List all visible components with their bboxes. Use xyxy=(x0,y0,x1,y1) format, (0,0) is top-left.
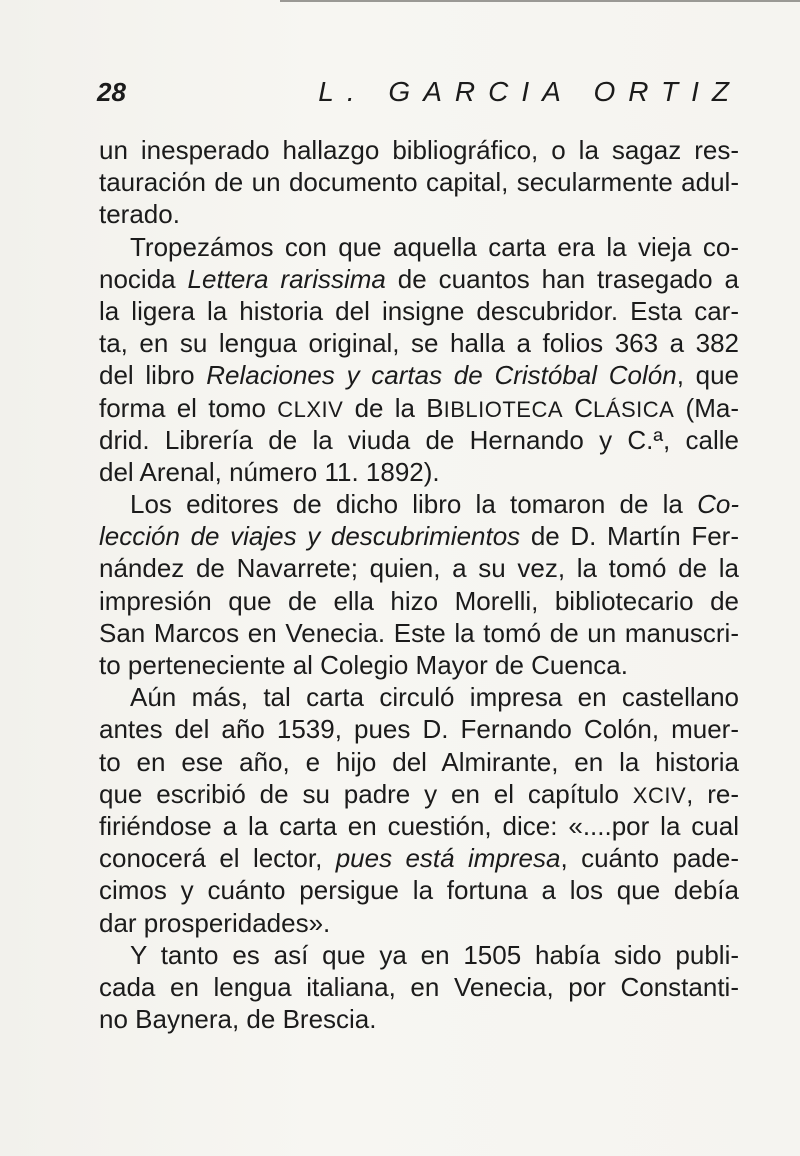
text-line: un inesperado hallazgo bibliográfico, o la sagaz res- xyxy=(99,135,739,165)
text-line: nocida Lettera rarissima de cuantos han trasegado a xyxy=(99,263,739,294)
text-line: forma el tomo CLXIV de la BIBLIOTECA CLÁSICA (Ma- xyxy=(99,392,739,423)
text-line: lección de viajes y descubrimientos de D. Martín Fer- xyxy=(99,521,739,552)
page-number: 28 xyxy=(97,77,126,107)
text-line: antes del año 1539, pues D. Fernando Colón, muer- xyxy=(99,714,739,745)
text-line: cimos y cuánto persigue la fortuna a los que debía xyxy=(99,875,739,906)
text-line: del Arenal, número 11. 1892). xyxy=(99,456,440,487)
paragraph-start-line: Los editores de dicho libro la tomaron de la Co- xyxy=(130,489,739,520)
text-line: ta, en su lengua original, se halla a folios 363 a 382 xyxy=(99,328,739,359)
text-line: firiéndose a la carta en cuestión, dice: «....por la cual xyxy=(99,810,739,841)
text-line: dar prosperidades». xyxy=(99,907,331,938)
running-head-author: L. GARCIA ORTIZ xyxy=(318,76,742,107)
paragraph-start-line: Y tanto es así que ya en 1505 había sido publi- xyxy=(130,939,739,970)
page-header xyxy=(97,72,742,112)
text-line: drid. Librería de la viuda de Hernando y C.ª, calle xyxy=(99,424,739,455)
text-line: cada en lengua italiana, en Venecia, por Constanti- xyxy=(99,971,739,1002)
text-line: tauración de un documento capital, secularmente adul- xyxy=(99,167,739,198)
text-line: San Marcos en Venecia. Este la tomó de un manuscri- xyxy=(99,617,739,648)
text-line: no Baynera, de Brescia. xyxy=(99,1004,377,1035)
text-line: del libro Relaciones y cartas de Cristóbal Colón, que xyxy=(99,360,740,391)
text-line: nández de Navarrete; quien, a su vez, la tomó de la xyxy=(99,553,739,584)
text-line: la ligera la historia del insigne descubridor. Esta car- xyxy=(99,295,739,326)
paragraph-start-line: Aún más, tal carta circuló impresa en castellano xyxy=(130,682,739,713)
text-line: conocerá el lector, pues está impresa, cuánto pade- xyxy=(99,843,740,874)
top-edge-rule xyxy=(280,0,800,2)
text-line: to perteneciente al Colegio Mayor de Cuenca. xyxy=(99,650,628,680)
text-line: impresión que de ella hizo Morelli, bibliotecario de xyxy=(99,585,739,616)
text-line: terado. xyxy=(99,199,180,230)
text-line: que escribió de su padre y en el capítulo XCIV, re- xyxy=(99,778,739,809)
text-line: to en ese año, e hijo del Almirante, en la historia xyxy=(99,746,739,777)
body-text xyxy=(99,134,739,1035)
paragraph-start-line: Tropezámos con que aquella carta era la vieja co- xyxy=(130,231,739,262)
